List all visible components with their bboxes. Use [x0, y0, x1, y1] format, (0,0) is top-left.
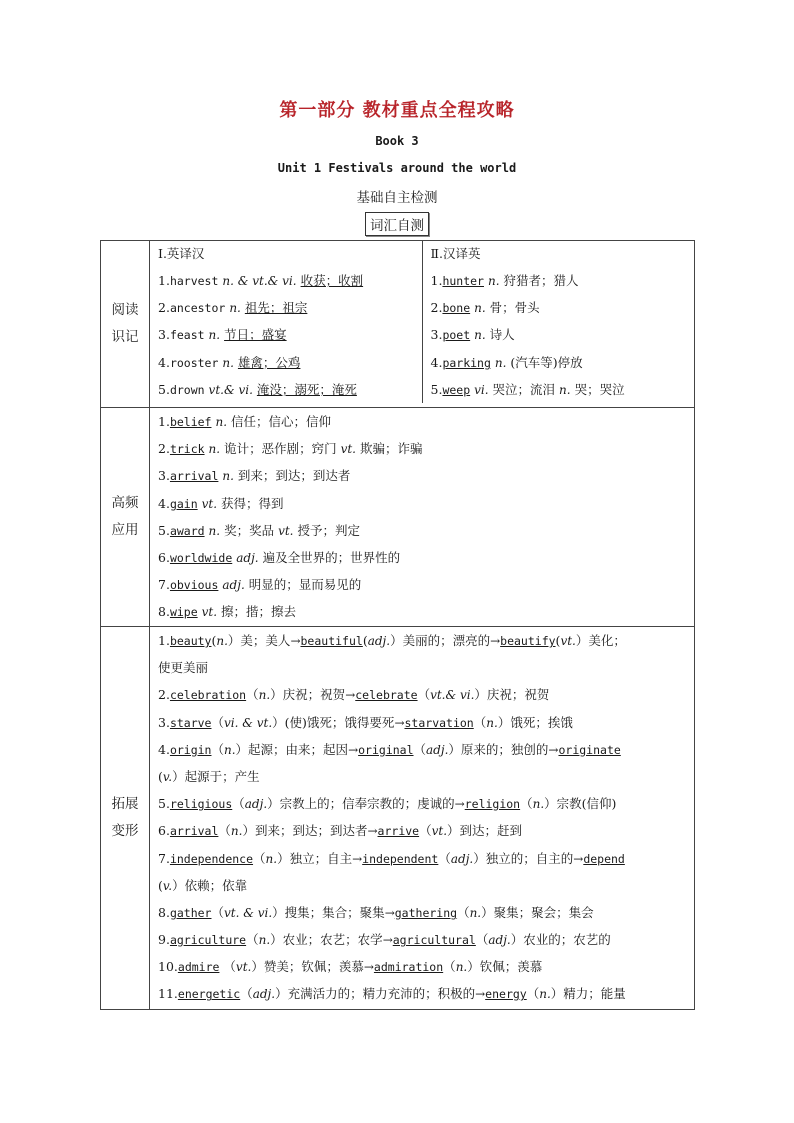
expand-line	[150, 953, 694, 980]
line-text: ）充满活力的；精力充沛的；积极的	[275, 986, 476, 1002]
list-item	[150, 598, 694, 625]
arrow-icon: →	[394, 715, 405, 730]
line-text: ）庆祝；祝贺	[270, 687, 346, 703]
item-meaning: 信任；信心；信仰	[231, 414, 332, 429]
line-text: ）赞美；钦佩；羡慕	[251, 959, 364, 975]
item-meaning: 明显的；显而易见的	[248, 577, 362, 593]
expand-line	[150, 709, 694, 736]
answer-text: 淹没；溺死；淹死	[256, 381, 357, 397]
item-meaning: 获得；得到	[221, 495, 284, 511]
line-text: 7.	[158, 850, 170, 866]
line-text: 11.	[158, 986, 178, 1002]
line-text: （	[457, 904, 470, 920]
answer-word: starvation	[404, 715, 474, 730]
line-text: ）宗教上的；信奉宗教的；虔诚的	[267, 796, 455, 812]
part-of-speech: adj.	[252, 987, 276, 1002]
answer-word: award	[169, 523, 205, 538]
expand-line	[150, 681, 694, 708]
item-meaning: 遍及全世界的；世界性的	[262, 549, 401, 565]
item-meaning: 擦；揩；擦去	[221, 604, 297, 620]
answer-word: worldwide	[169, 550, 233, 565]
line-text: 4.	[158, 741, 170, 757]
arrow-icon: →	[290, 634, 301, 648]
line-text: (	[211, 633, 217, 648]
item-number: 1.	[158, 414, 170, 429]
line-text: （	[413, 741, 427, 757]
arrow-icon: →	[454, 797, 465, 812]
list-item	[423, 376, 695, 403]
item-meaning: 哭；哭泣	[574, 381, 625, 397]
line-text: （	[218, 823, 231, 839]
line-text: ）起源于；产生	[172, 768, 260, 784]
part-of-speech: n.	[258, 933, 271, 948]
part-of-speech: n.	[216, 634, 228, 648]
answer-word: independent	[362, 851, 439, 866]
part-of-speech: n.	[224, 742, 236, 757]
answer-word: originate	[558, 742, 621, 757]
answer-word: independence	[169, 851, 254, 866]
expand-line	[150, 817, 694, 844]
part-of-speech: vi. & vt.	[224, 715, 273, 730]
expand-row	[101, 627, 695, 1010]
line-text: ）美；美人	[227, 633, 291, 648]
line-text: 3.	[158, 714, 170, 730]
part-of-speech: adj.	[426, 742, 449, 757]
list-item	[150, 571, 694, 598]
answer-word: starve	[169, 715, 212, 730]
answer-word: celebration	[169, 688, 247, 703]
part-of-speech: n.	[265, 851, 278, 866]
item-number: 2.	[430, 300, 443, 316]
arrow-icon: →	[475, 987, 486, 1002]
item-number: 4.	[430, 354, 443, 370]
answer-word: religion	[464, 797, 521, 812]
list-item	[423, 349, 695, 376]
part-of-speech: n.	[208, 328, 221, 343]
expand-line	[150, 627, 694, 654]
answer-word: gathering	[394, 905, 458, 920]
reading-row	[101, 241, 695, 408]
list-item	[423, 321, 695, 348]
item-word: ancestor	[169, 301, 226, 316]
arrow-icon: →	[548, 742, 559, 757]
line-text: （	[211, 714, 224, 730]
line-text: ）饿死；挨饿	[497, 714, 573, 730]
part-of-speech: vt. & vi.	[224, 905, 273, 920]
list-item	[150, 462, 694, 489]
answer-word: bone	[442, 301, 471, 316]
item-number: 1.	[430, 273, 443, 288]
answer-word: wipe	[169, 605, 198, 620]
list-item	[150, 349, 422, 376]
line-text: ）钦佩；羡慕	[467, 959, 543, 975]
line-text: 8.	[158, 904, 170, 920]
list-item	[150, 435, 694, 462]
unit-title: Unit 1 Festivals around the world	[277, 161, 517, 175]
part-of-speech: n.	[487, 274, 500, 288]
part-of-speech: adj.	[450, 851, 474, 866]
answer-word: weep	[442, 382, 471, 397]
line-text: 5.	[158, 796, 170, 812]
item-number: 3.	[158, 327, 170, 343]
answer-word: arrival	[169, 469, 219, 484]
list-item	[150, 321, 422, 348]
part-of-speech: n.	[258, 688, 271, 703]
expand-line	[150, 763, 694, 790]
item-meaning: 哭泣；流泪	[492, 381, 556, 397]
part-of-speech: n.	[474, 301, 486, 316]
answer-word: belief	[169, 415, 212, 429]
part-of-speech: n. & vt.& vi.	[222, 274, 297, 288]
line-text: 10.	[158, 959, 178, 975]
answer-text: 祖先；祖宗	[244, 300, 308, 316]
line-text: （	[520, 796, 533, 812]
line-text: (	[158, 768, 163, 784]
expand-line	[150, 980, 694, 1007]
part-of-speech: n.	[474, 328, 486, 343]
list-item	[150, 517, 694, 544]
page-title: 第一部分 教材重点全程攻略	[279, 100, 515, 121]
item-number: 4.	[158, 354, 170, 370]
item-meaning: 诡计；恶作剧；窍门	[224, 441, 337, 457]
line-text: (	[555, 633, 561, 648]
cn-en-header: Ⅱ.汉译英	[430, 246, 481, 261]
line-text: ）农业的；农艺的	[510, 932, 611, 948]
line-text: ）起源；由来；起因	[235, 741, 349, 757]
en-cn-column	[150, 241, 422, 403]
item-meaning: 狩猎者；猎人	[503, 273, 579, 288]
expand-line	[150, 790, 694, 817]
answer-word: gather	[169, 905, 212, 920]
line-text: ）美丽的；漂亮的	[390, 633, 491, 648]
item-word: harvest	[169, 274, 219, 288]
line-text: ）到达；赶到	[447, 823, 523, 839]
line-text: (	[158, 877, 163, 893]
arrow-icon: →	[384, 905, 395, 920]
row-label-high: 高频应用	[101, 408, 150, 627]
part-of-speech: vt.	[201, 605, 218, 620]
part-of-speech: n.	[230, 824, 243, 839]
line-text: 1.	[158, 633, 170, 648]
list-item	[423, 294, 695, 321]
part-of-speech: adj.	[222, 578, 245, 593]
line-text: ）庆祝；祝贺	[474, 687, 550, 703]
part-of-speech: n.	[222, 469, 234, 484]
line-text: ）精力；能量	[550, 986, 626, 1002]
vocab-table	[100, 240, 695, 1010]
line-text: （	[473, 714, 487, 730]
list-item	[150, 294, 422, 321]
part-of-speech: n.	[469, 905, 482, 920]
line-text: （	[526, 986, 540, 1002]
part-of-speech: vt.	[560, 634, 576, 648]
answer-word: arrival	[169, 824, 219, 839]
line-text: （	[211, 904, 224, 920]
list-item	[150, 408, 694, 435]
part-of-speech: n.	[494, 355, 507, 370]
part-of-speech: vt.& vi.	[208, 382, 253, 397]
part-of-speech: n.	[229, 301, 241, 316]
line-text: ）搜集；集合；聚集	[272, 904, 385, 920]
list-item	[423, 267, 695, 294]
high-row	[101, 408, 695, 627]
answer-word: arrive	[377, 824, 420, 839]
line-text: ）聚集；聚会；集会	[481, 904, 594, 920]
part-of-speech: vt.& vi.	[430, 688, 475, 703]
item-number: 7.	[158, 577, 170, 593]
part-of-speech: vt.	[340, 442, 356, 457]
arrow-icon: →	[348, 742, 359, 757]
list-item	[150, 267, 422, 294]
list-item	[150, 490, 694, 517]
answer-word: hunter	[442, 274, 484, 288]
part-of-speech: adj.	[367, 634, 391, 648]
line-text: ）依赖；依靠	[172, 877, 248, 893]
line-text: ）独立的；自主的	[473, 850, 574, 866]
part-of-speech: adj.	[236, 550, 259, 565]
part-of-speech: n.	[215, 415, 228, 429]
answer-word: origin	[169, 742, 212, 757]
item-number: 5.	[158, 522, 170, 538]
answer-word: religious	[169, 797, 233, 812]
item-number: 1.	[158, 273, 170, 288]
line-text: （	[232, 796, 245, 812]
answer-word: depend	[583, 851, 625, 866]
item-word: rooster	[169, 355, 219, 370]
cn-en-column	[422, 241, 694, 403]
answer-word: poet	[442, 328, 471, 343]
item-meaning: 奖；奖品	[224, 522, 275, 538]
line-text: （	[211, 741, 224, 757]
arrow-icon: →	[573, 851, 584, 866]
item-number: 5.	[158, 381, 170, 397]
item-number: 2.	[158, 300, 170, 316]
answer-word: gain	[169, 496, 198, 511]
answer-word: agricultural	[392, 933, 476, 948]
part-of-speech: vt.	[431, 824, 448, 839]
line-text: （	[246, 687, 259, 703]
arrow-icon: →	[345, 688, 356, 703]
line-text: ）独立；自主	[277, 850, 353, 866]
item-meaning: (汽车等)停放	[510, 354, 583, 370]
answer-word: original	[358, 742, 414, 757]
arrow-icon: →	[352, 851, 363, 866]
row-label-expand: 拓展变形	[101, 627, 150, 1010]
part-of-speech: n.	[559, 382, 571, 397]
line-text: 6.	[158, 823, 170, 839]
item-meaning: 诗人	[489, 327, 515, 343]
part-of-speech: v.	[162, 769, 173, 784]
answer-word: energy	[485, 987, 527, 1002]
answer-word: energetic	[177, 987, 241, 1002]
part-of-speech: adj.	[244, 797, 268, 812]
line-text: (	[362, 633, 368, 648]
answer-word: admire	[177, 960, 220, 975]
part-of-speech: vt.	[201, 496, 218, 511]
part-of-speech: n.	[208, 523, 221, 538]
item-meaning: 欺骗；诈骗	[359, 441, 423, 457]
item-word: feast	[169, 328, 205, 343]
item-number: 5.	[430, 381, 443, 397]
boxed-heading: 词汇自测	[365, 212, 429, 236]
answer-word: obvious	[169, 578, 219, 593]
answer-word: trick	[169, 442, 205, 457]
answer-text: 收获；收割	[300, 273, 364, 288]
row-label-reading: 阅读识记	[101, 241, 150, 408]
line-text: ）(使)饿死；饿得要死	[272, 714, 395, 730]
item-meaning: 骨；骨头	[489, 300, 540, 316]
part-of-speech: n.	[486, 715, 498, 730]
line-text: （	[240, 986, 253, 1002]
line-text: （	[417, 687, 431, 703]
item-number: 3.	[430, 327, 443, 343]
book-label: Book 3	[375, 134, 419, 148]
expand-line	[150, 872, 694, 899]
item-word: drown	[169, 382, 205, 397]
line-text: （	[419, 823, 432, 839]
line-text: （	[253, 850, 266, 866]
section-heading: 基础自主检测	[356, 190, 438, 206]
part-of-speech: n.	[532, 797, 545, 812]
part-of-speech: adj.	[488, 933, 511, 948]
item-number: 6.	[158, 549, 170, 565]
item-number: 2.	[158, 441, 170, 457]
part-of-speech: n.	[222, 355, 234, 370]
line-text: 2.	[158, 687, 170, 703]
item-number: 4.	[158, 495, 170, 511]
answer-word: admiration	[373, 960, 444, 975]
line-text: （	[246, 932, 259, 948]
part-of-speech: vi.	[474, 382, 489, 397]
expand-line	[150, 736, 694, 763]
list-item	[150, 544, 694, 571]
line-text: （	[438, 850, 451, 866]
answer-word: beautify	[500, 634, 556, 648]
answer-word: beautiful	[300, 634, 363, 648]
list-item	[150, 376, 422, 403]
line-text: ）美化；	[575, 633, 626, 648]
arrow-icon: →	[363, 960, 374, 975]
line-text: 使更美丽	[158, 660, 209, 676]
item-meaning: 到来；到达；到达者	[237, 468, 351, 484]
expand-line	[150, 899, 694, 926]
answer-text: 雄禽；公鸡	[237, 354, 301, 370]
arrow-icon: →	[490, 634, 501, 648]
part-of-speech: vt.	[235, 960, 252, 975]
part-of-speech: n.	[455, 960, 468, 975]
expand-line	[150, 926, 694, 953]
line-text: ）宗教(信仰)	[544, 796, 617, 812]
line-text: （	[443, 959, 456, 975]
line-text: （	[475, 932, 489, 948]
answer-word: celebrate	[355, 688, 418, 703]
answer-word: beauty	[169, 634, 212, 648]
item-meaning: 授予；判定	[297, 522, 360, 538]
line-text: ）原来的；独创的	[448, 741, 549, 757]
answer-text: 节日；盛宴	[224, 327, 287, 343]
part-of-speech: v.	[162, 878, 173, 893]
item-number: 3.	[158, 468, 170, 484]
arrow-icon: →	[382, 933, 393, 948]
expand-line	[150, 845, 694, 872]
line-text: ）农业；农艺；农学	[270, 932, 383, 948]
item-number: 8.	[158, 604, 170, 620]
part-of-speech: n.	[208, 442, 221, 457]
answer-word: agriculture	[169, 933, 247, 948]
en-cn-header: Ⅰ.英译汉	[158, 246, 205, 261]
line-text: ）到来；到达；到达者	[242, 823, 368, 839]
part-of-speech: n.	[539, 987, 551, 1002]
line-text: 9.	[158, 932, 170, 948]
line-text: （	[219, 959, 236, 975]
arrow-icon: →	[367, 824, 378, 839]
answer-word: parking	[442, 355, 491, 370]
expand-line	[150, 654, 694, 681]
part-of-speech: vt.	[278, 523, 294, 538]
